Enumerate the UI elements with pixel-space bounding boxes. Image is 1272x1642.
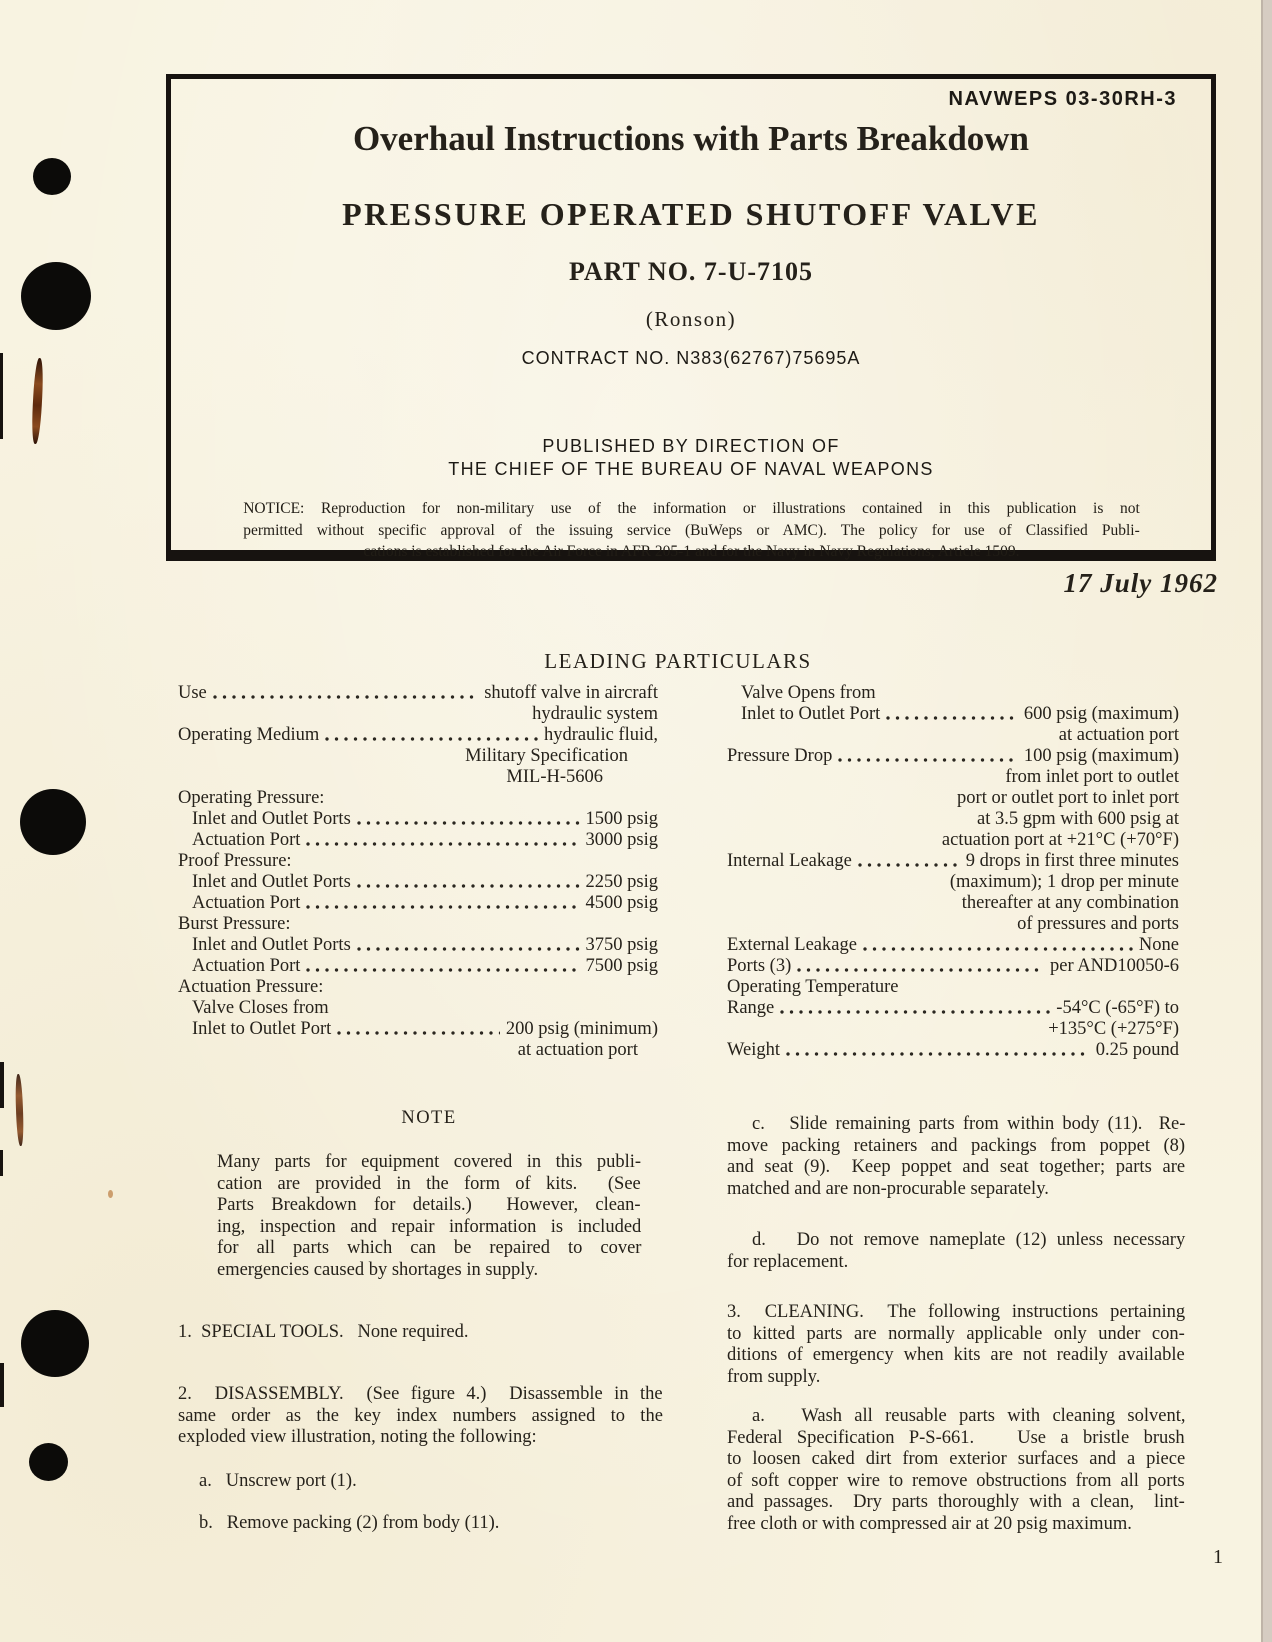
particular-value: 3750 psig — [585, 935, 658, 955]
doc-number: NAVWEPS 03-30RH-3 — [948, 88, 1177, 110]
particular-row — [178, 935, 658, 956]
particular-row: of pressures and ports — [1017, 914, 1179, 934]
particular-label: Inlet and Outlet Ports — [192, 935, 351, 955]
particular-row: Actuation Pressure: — [178, 977, 324, 997]
section-special-tools: 1. SPECIAL TOOLS. None required. — [178, 1322, 469, 1342]
particular-row: Operating Temperature — [727, 977, 899, 997]
particular-row: hydraulic system — [532, 704, 658, 724]
particular-value: None — [1138, 935, 1179, 955]
section-disassembly — [178, 1384, 663, 1449]
dot-leader — [213, 695, 478, 699]
particular-row — [178, 1019, 658, 1040]
text-line: emergencies caused by shortages in supply. — [217, 1259, 539, 1280]
note-heading: NOTE — [401, 1108, 457, 1128]
particular-row — [727, 935, 1179, 956]
particular-row: at 3.5 gpm with 600 psig at — [977, 809, 1179, 829]
text-line: exploded view illustration, noting the following: — [178, 1427, 537, 1447]
cleaning-step-a — [727, 1406, 1185, 1535]
page-edge-mark — [0, 1150, 3, 1176]
particular-value: 100 psig (maximum) — [1023, 746, 1179, 766]
particular-row — [727, 998, 1179, 1019]
particular-label: Weight — [727, 1040, 780, 1060]
page-edge-shadow — [1261, 0, 1272, 1642]
particular-label: Ports (3) — [727, 956, 792, 976]
text-line: same order as the key index numbers assigned to the — [178, 1405, 663, 1426]
step-d — [727, 1230, 1185, 1273]
issue-date: 17 July 1962 — [1063, 568, 1218, 598]
particular-value: 200 psig (minimum) — [505, 1019, 658, 1039]
rust-speck — [108, 1190, 113, 1198]
particular-row: Valve Closes from — [192, 998, 329, 1018]
particular-label: Actuation Port — [192, 893, 301, 913]
section-cleaning — [727, 1302, 1185, 1388]
note-block — [217, 1108, 641, 1281]
particular-label: External Leakage — [727, 935, 857, 955]
contract-number: CONTRACT NO. N383(62767)75695A — [521, 348, 861, 368]
leading-particulars-heading: LEADING PARTICULARS — [544, 649, 812, 673]
dot-leader — [357, 884, 580, 888]
dot-leader — [306, 968, 579, 972]
dot-leader — [306, 842, 579, 846]
particular-value: 0.25 pound — [1095, 1040, 1179, 1060]
particular-value: 600 psig (maximum) — [1023, 704, 1179, 724]
particular-label: Inlet and Outlet Ports — [192, 872, 351, 892]
particular-row — [727, 704, 1179, 725]
published-line-2: THE CHIEF OF THE BUREAU OF NAVAL WEAPONS — [448, 459, 934, 479]
text-line: Parts Breakdown for details.) However, clean- — [217, 1195, 641, 1215]
text-line: and seat (9). Keep poppet and seat together; parts are — [727, 1157, 1186, 1177]
particular-row: at actuation port — [1058, 725, 1179, 745]
particular-row: Operating Pressure: — [178, 788, 325, 808]
particular-row — [727, 1040, 1179, 1061]
published-line-1: PUBLISHED BY DIRECTION OF — [542, 436, 840, 456]
text-line: from supply. — [727, 1366, 821, 1387]
part-number: PART NO. 7-U-7105 — [568, 257, 814, 286]
particular-label: Actuation Port — [192, 956, 301, 976]
text-line: d. Do not remove nameplate (12) unless necessary — [752, 1230, 1186, 1250]
text-line: for all parts which can be repaired to cover — [217, 1238, 642, 1258]
particular-label: Pressure Drop — [727, 746, 833, 766]
particular-row: Proof Pressure: — [178, 851, 292, 871]
text-line: a. Wash all reusable parts with cleaning solvent, — [752, 1406, 1186, 1426]
particulars-right-column — [727, 683, 1179, 1061]
dot-leader — [325, 737, 538, 741]
particular-label: Inlet and Outlet Ports — [192, 809, 351, 829]
particular-row — [178, 725, 658, 746]
particular-label: Range — [727, 998, 775, 1018]
particular-row — [178, 956, 658, 977]
text-line: ditions of emergency when kits are not readily available — [727, 1345, 1185, 1365]
text-line: to kitted parts are normally applicable only under con- — [727, 1323, 1185, 1344]
particular-row: actuation port at +21°C (+70°F) — [941, 830, 1179, 850]
binding-hole — [21, 1310, 89, 1377]
dot-leader — [357, 947, 580, 951]
manufacturer: (Ronson) — [645, 307, 737, 331]
page-number: 1 — [1213, 1546, 1223, 1568]
particular-row — [727, 956, 1179, 977]
text-line: Federal Specification P-S-661. Use a bristle brush — [727, 1427, 1185, 1448]
particular-row: Burst Pressure: — [178, 914, 291, 934]
text-line: to loosen caked dirt from exterior surfaces and a piece — [727, 1449, 1186, 1469]
dot-leader — [786, 1052, 1090, 1056]
particular-row: MIL-H-5606 — [506, 767, 603, 787]
notice-text — [243, 498, 1140, 563]
particular-row: thereafter at any combination — [961, 893, 1179, 913]
particular-value: per AND10050-6 — [1050, 956, 1179, 976]
text-line: matched and are non-procurable separately. — [727, 1178, 1049, 1199]
particular-row — [178, 872, 658, 893]
step-c — [727, 1114, 1185, 1200]
dot-leader — [357, 821, 580, 825]
dot-leader — [863, 947, 1133, 951]
particular-value: 9 drops in first three minutes — [965, 851, 1179, 871]
text-line: permitted without specific approval of the issuing service (BuWeps or AMC). The policy for use of Classified Publi- — [243, 521, 1140, 539]
dot-leader — [886, 716, 1018, 720]
text-line: cation are provided in the form of kits. (See — [217, 1173, 641, 1194]
text-line: 2. DISASSEMBLY. (See figure 4.) Disassemble in the — [178, 1384, 663, 1404]
published-by — [171, 435, 1211, 481]
particular-row: +135°C (+275°F) — [1048, 1019, 1179, 1039]
dot-leader — [306, 905, 579, 909]
particular-label: Internal Leakage — [727, 851, 852, 871]
text-line: and passages. Dry parts thoroughly with a clean, lint- — [727, 1492, 1185, 1512]
rust-stain — [15, 1074, 25, 1146]
text-line: c. Slide remaining parts from within body (11). Re- — [752, 1114, 1186, 1134]
text-line: Many parts for equipment covered in this publi- — [217, 1152, 642, 1172]
dot-leader — [838, 758, 1017, 762]
rust-stain — [31, 358, 44, 444]
text-line: free cloth or with compressed air at 20 psig maximum. — [727, 1513, 1132, 1534]
binding-hole — [33, 158, 71, 195]
particular-label: Inlet to Outlet Port — [741, 704, 881, 724]
particular-row: Valve Opens from — [741, 683, 876, 703]
page-edge-mark — [0, 1062, 4, 1108]
particular-row: from inlet port to outlet — [1005, 767, 1179, 787]
binding-hole — [29, 1443, 68, 1481]
particular-value: 1500 psig — [585, 809, 658, 829]
particular-row — [178, 893, 658, 914]
text-line: of soft copper wire to remove obstructions from all ports — [727, 1470, 1185, 1491]
particular-row: at actuation port — [517, 1040, 638, 1060]
particular-row: Military Specification — [465, 746, 628, 766]
particular-row — [178, 809, 658, 830]
particular-label: Inlet to Outlet Port — [192, 1019, 332, 1039]
particular-value: hydraulic fluid, — [543, 725, 658, 745]
particular-row: (maximum); 1 drop per minute — [949, 872, 1179, 892]
dot-leader — [797, 968, 1044, 972]
particular-row — [727, 746, 1179, 767]
dot-leader — [858, 863, 960, 867]
particular-value: 3000 psig — [585, 830, 658, 850]
subject-title: PRESSURE OPERATED SHUTOFF VALVE — [342, 196, 1040, 232]
particular-row — [178, 683, 658, 704]
step-b: b. Remove packing (2) from body (11). — [199, 1513, 500, 1533]
text-line: 3. CLEANING. The following instructions pertaining — [727, 1302, 1186, 1322]
particular-label: Actuation Port — [192, 830, 301, 850]
text-line: NOTICE: Reproduction for non-military use of the information or illustrations contained in this publication is not — [243, 500, 1140, 517]
note-paragraph — [217, 1152, 641, 1281]
particular-value: -54°C (-65°F) to — [1056, 998, 1179, 1018]
dot-leader — [780, 1010, 1050, 1014]
particular-row — [727, 851, 1179, 872]
page-edge-mark — [0, 353, 3, 439]
dot-leader — [337, 1031, 500, 1035]
text-line: cations is established for the Air Force in AFR 205-1 and for the Navy in Navy Regulations, Article 1509. — [363, 543, 1020, 560]
particular-row — [178, 830, 658, 851]
binding-hole — [20, 789, 86, 855]
text-line: ing, inspection and repair information is included — [217, 1216, 642, 1237]
header-box — [166, 74, 1216, 561]
particular-value: 4500 psig — [585, 893, 658, 913]
particular-value: 2250 psig — [585, 872, 658, 892]
particulars-left-column — [178, 683, 658, 1061]
binding-hole — [21, 262, 91, 330]
particular-label: Operating Medium — [178, 725, 320, 745]
particular-label: Use — [178, 683, 207, 703]
step-a: a. Unscrew port (1). — [199, 1471, 357, 1491]
particular-row: port or outlet port to inlet port — [957, 788, 1179, 808]
particular-value: shutoff valve in aircraft — [484, 683, 658, 703]
text-line: for replacement. — [727, 1251, 849, 1272]
page-edge-mark — [0, 1363, 4, 1407]
particular-value: 7500 psig — [585, 956, 658, 976]
document-title: Overhaul Instructions with Parts Breakdown — [352, 119, 1030, 158]
text-line: move packing retainers and packings from poppet (8) — [727, 1135, 1186, 1156]
